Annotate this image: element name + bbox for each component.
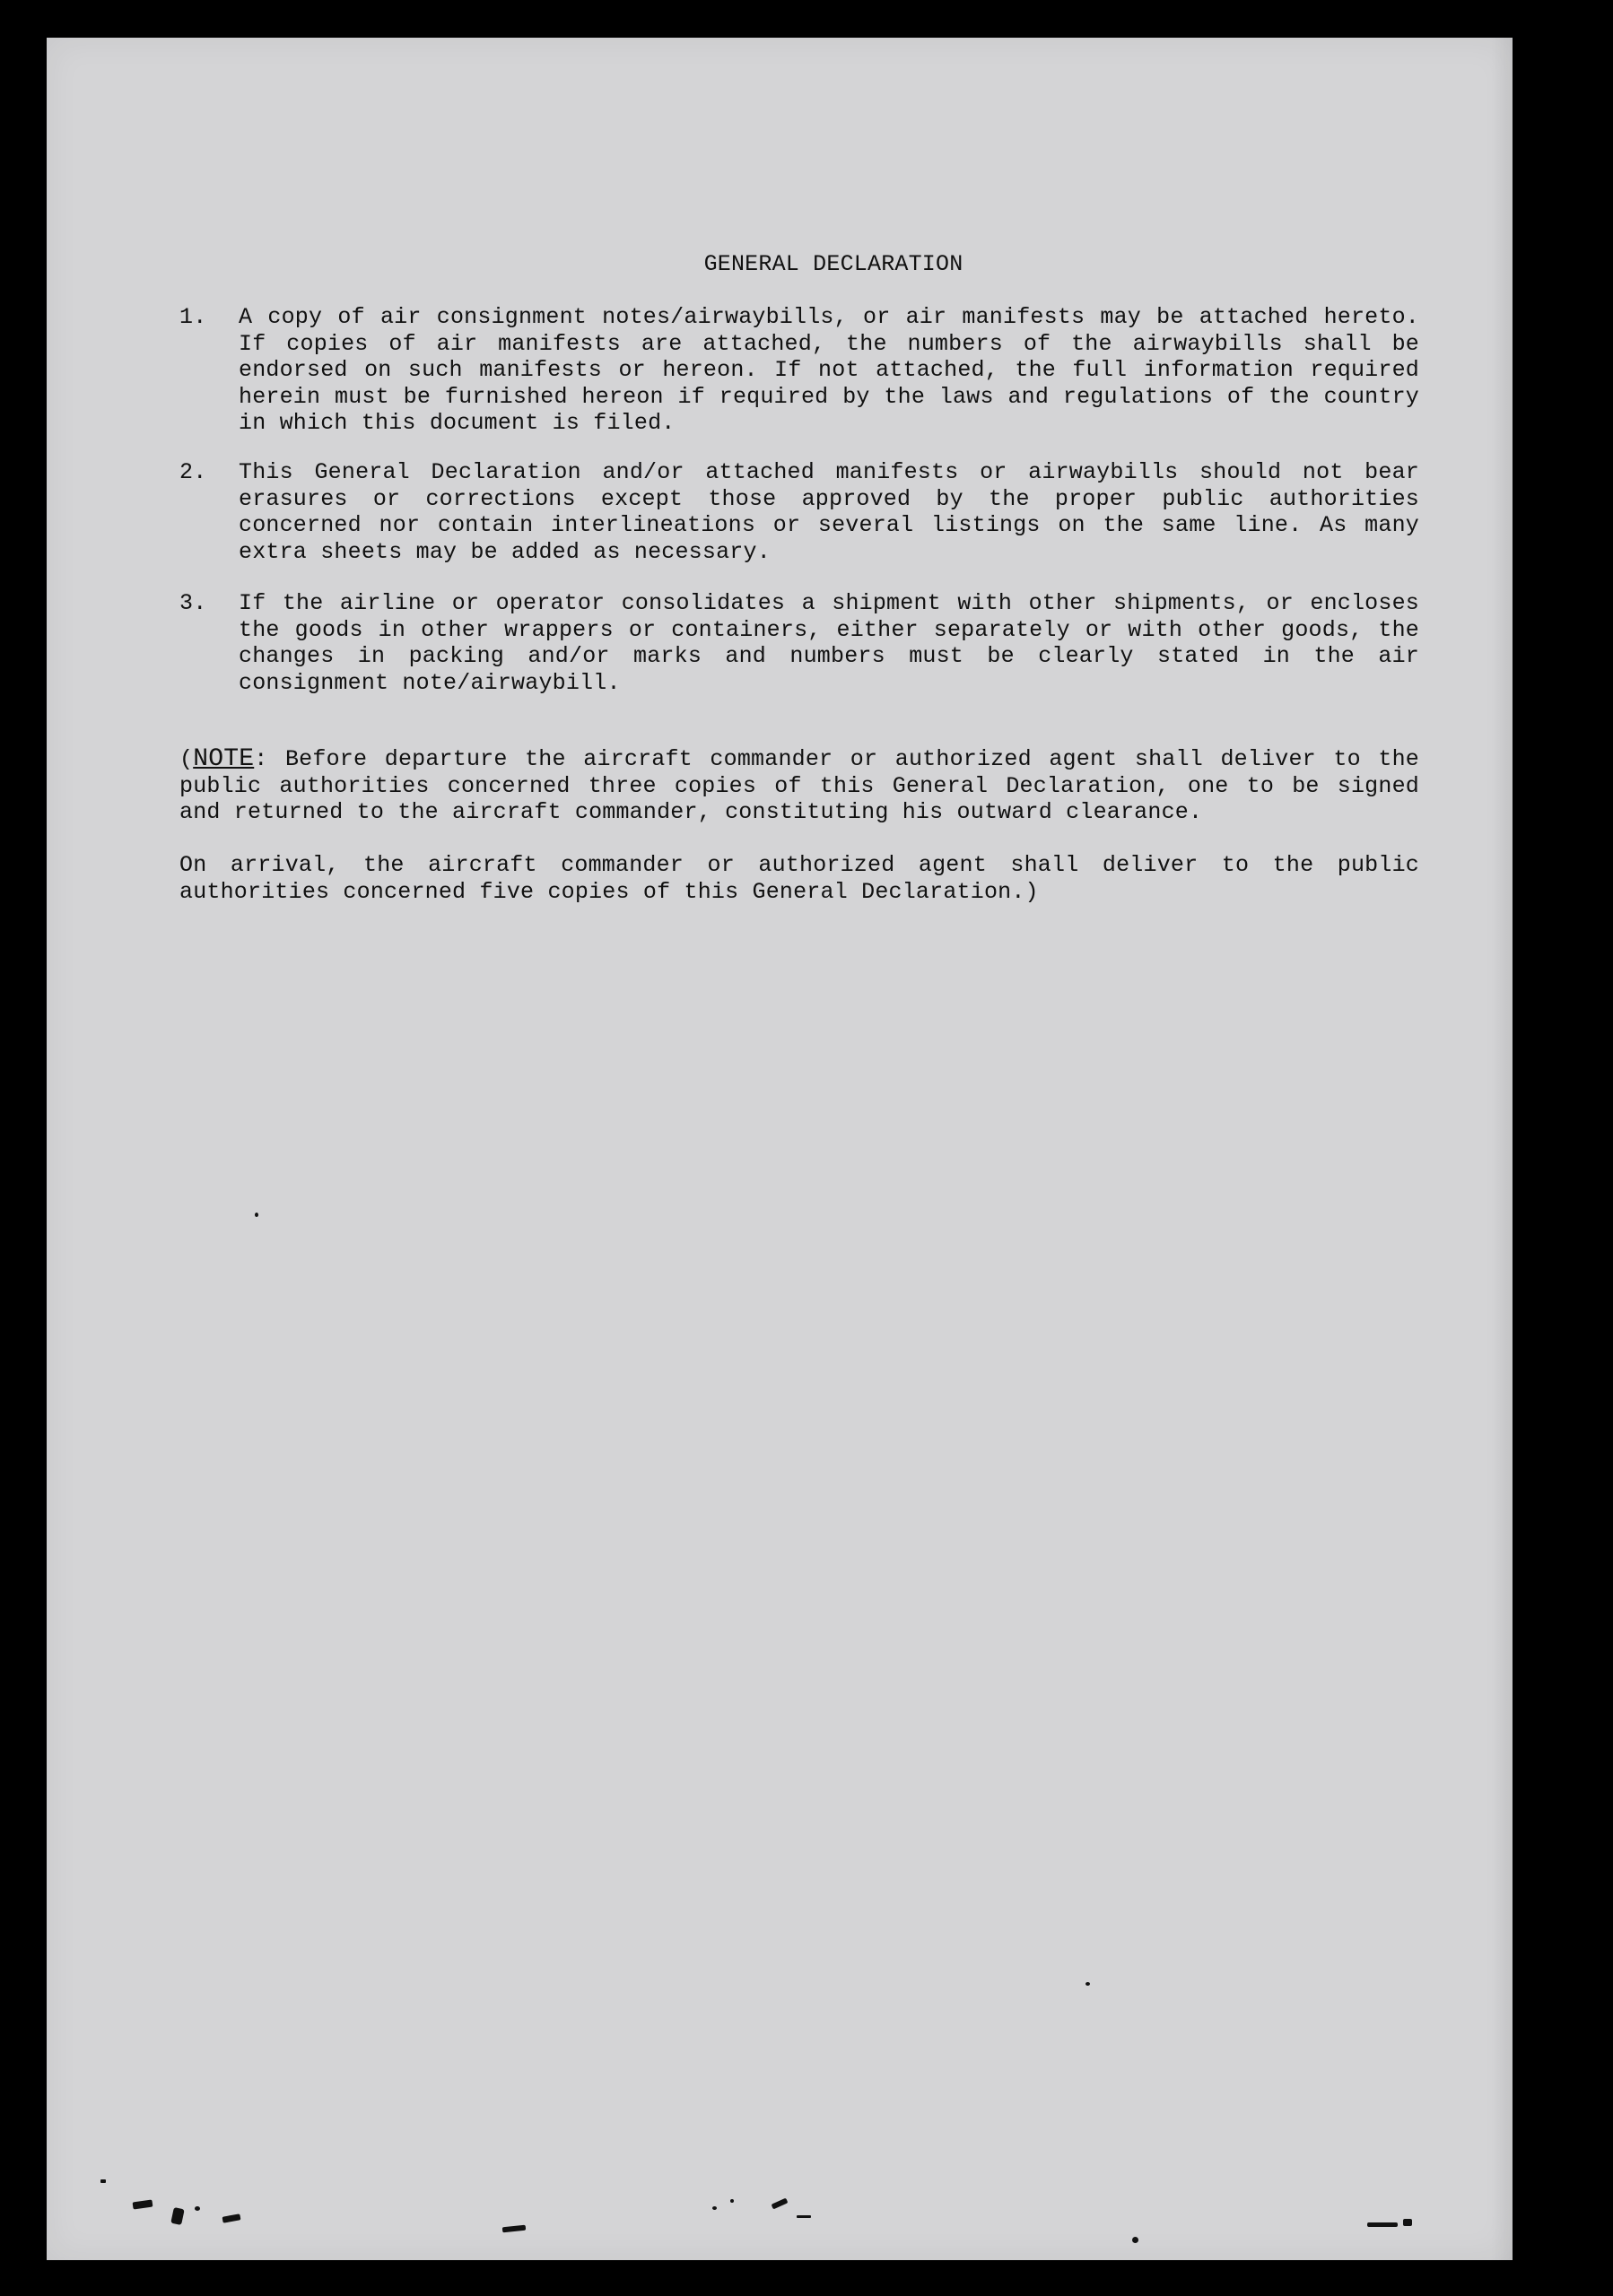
scan-speck (502, 2225, 526, 2233)
note-text: Before departure the aircraft commander or authorized agent shall deliver to the public authorities concerned three copies of this General Declaration, one to be signed and returned to the aircraft commander, constituting his outward clearance. (179, 746, 1419, 825)
scan-speck (255, 1213, 258, 1217)
scan-speck (170, 2207, 184, 2225)
scan-speck (772, 2198, 789, 2210)
document-page (47, 38, 1513, 2260)
scan-speck (797, 2215, 811, 2218)
page-edge-shadow (1491, 38, 1513, 2260)
item-text: A copy of air consignment notes/airwaybills, or air manifests may be attached hereto. If copies of air manifests are attached, the numbers of the airwaybills shall be endorsed on such manifests or hereon. If not attached, the full information required herein must be furnished hereon if required by the laws and regulations of the country in which this document is filed. (239, 304, 1419, 436)
note-label: NOTE (193, 745, 255, 773)
instruction-item-1 (179, 304, 1419, 437)
scan-speck (1403, 2219, 1412, 2226)
item-number: 3. (179, 590, 207, 616)
scan-speck (222, 2213, 241, 2222)
instruction-item-2 (179, 459, 1419, 565)
item-text: If the airline or operator consolidates a shipment with other shipments, or encloses the goods in other wrappers or containers, either separately or with other goods, the changes in packing and/or marks and numbers must be clearly stated in the air consignment note/airwaybill. (239, 590, 1419, 696)
scan-speck (1086, 1982, 1090, 1986)
instruction-item-3 (179, 590, 1419, 696)
item-number: 2. (179, 459, 207, 485)
scan-speck (1132, 2237, 1138, 2243)
item-text: This General Declaration and/or attached manifests or airwaybills should not bear erasures or corrections except those approved by the proper public authorities concerned nor contain interlineations or several listings on the same line. As many extra sheets may be added as necessary. (239, 459, 1419, 565)
scan-speck (195, 2206, 200, 2211)
note-open-paren: ( (179, 746, 194, 772)
scan-speck (1367, 2222, 1398, 2227)
scan-speck (100, 2179, 106, 2183)
document-title: GENERAL DECLARATION (703, 251, 963, 277)
scan-speck (712, 2206, 717, 2210)
note-colon: : (254, 746, 268, 772)
item-number: 1. (179, 304, 207, 330)
scan-speck (730, 2199, 734, 2203)
scan-speck (133, 2200, 153, 2210)
arrival-note: On arrival, the aircraft commander or authorized agent shall deliver to the public authorities concerned five copies of this General Declaration.) (179, 852, 1419, 905)
departure-note (179, 746, 1419, 826)
